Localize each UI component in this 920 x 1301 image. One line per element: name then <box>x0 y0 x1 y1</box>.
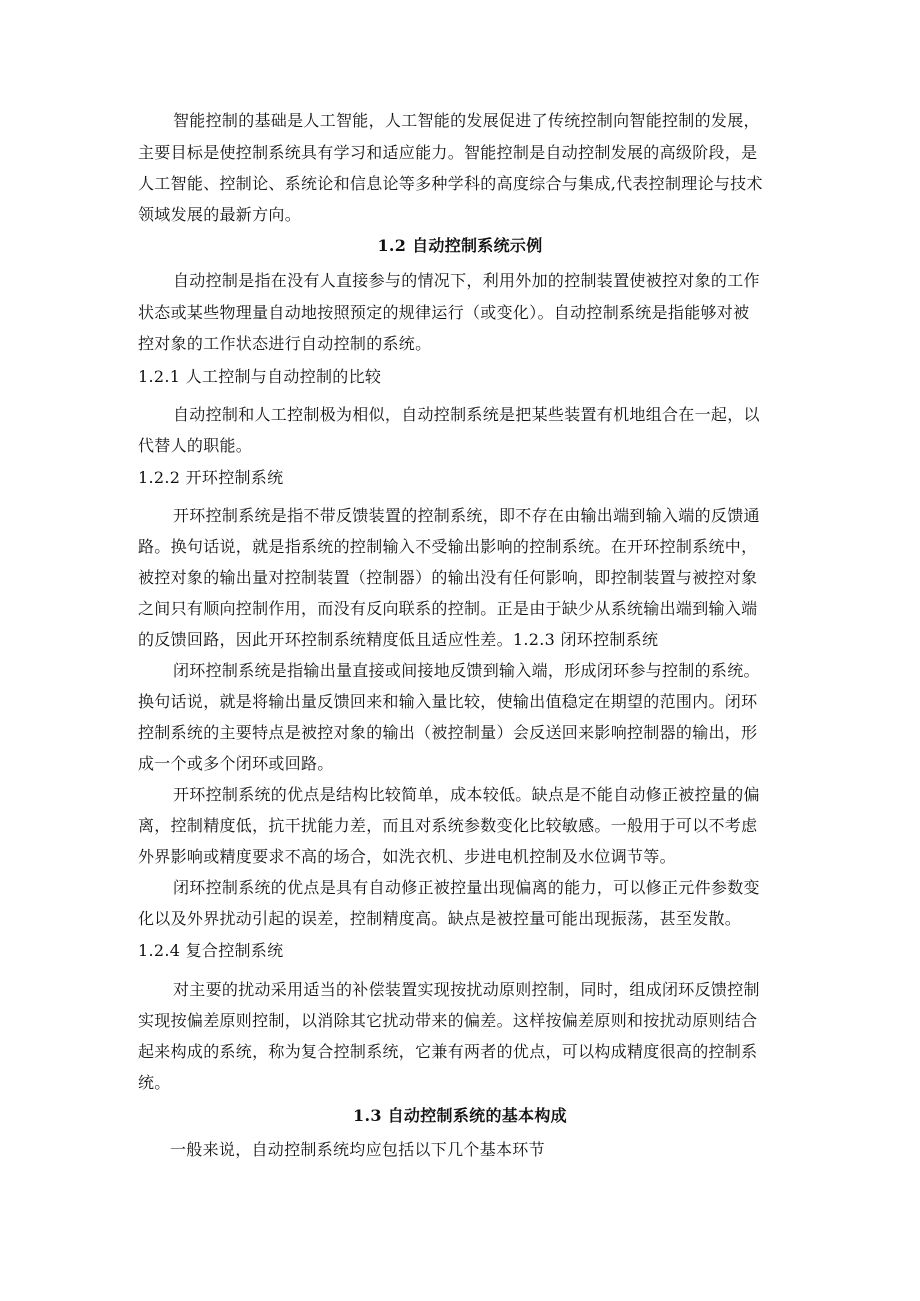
paragraph-line: 的反馈回路，因此开环控制系统精度低且适应性差。1.2.3 闭环控制系统 <box>138 630 659 649</box>
paragraph-line: 成一个或多个闭环或回路。 <box>138 754 334 773</box>
paragraph-line: 开环控制系统的优点是结构比较简单，成本较低。缺点是不能自动修正被控量的偏 <box>173 785 760 804</box>
paragraph-line: 控制系统的主要特点是被控对象的输出（被控制量）会反送回来影响控制器的输出，形 <box>138 723 758 742</box>
paragraph-line: 之间只有顺向控制作用，而没有反向联系的控制。正是由于缺少从系统输出端到输入端 <box>138 599 758 618</box>
paragraph-line: 换句话说，就是将输出量反馈回来和输入量比较，使输出值稳定在期望的范围内。闭环 <box>138 692 758 711</box>
paragraph-line: 代替人的职能。 <box>138 436 253 455</box>
paragraph-line: 实现按偏差原则控制，以消除其它扰动带来的偏差。这样按偏差原则和按扰动原则结合 <box>138 1011 758 1030</box>
subsection-heading-1-2-4: 1.2.4 复合控制系统 <box>138 941 284 960</box>
subsection-heading-1-2-2: 1.2.2 开环控制系统 <box>138 468 284 487</box>
paragraph-line: 领域发展的最新方向。 <box>138 205 302 224</box>
section-heading-1-2: 1.2 自动控制系统示例 <box>377 236 543 255</box>
section-heading-1-3: 1.3 自动控制系统的基本构成 <box>353 1106 567 1125</box>
paragraph-line: 智能控制的基础是人工智能，人工智能的发展促进了传统控制向智能控制的发展， <box>173 111 760 130</box>
paragraph-line: 被控对象的输出量对控制装置（控制器）的输出没有任何影响，即控制装置与被控对象 <box>138 568 758 587</box>
paragraph-line: 人工智能、控制论、系统论和信息论等多种学科的高度综合与集成,代表控制理论与技术 <box>138 174 763 193</box>
paragraph-line: 自动控制和人工控制极为相似，自动控制系统是把某些装置有机地组合在一起，以 <box>173 405 760 424</box>
paragraph-line: 统。 <box>138 1073 171 1092</box>
paragraph-line: 开环控制系统是指不带反馈装置的控制系统，即不存在由输出端到输入端的反馈通 <box>173 506 760 525</box>
subsection-heading-1-2-1: 1.2.1 人工控制与自动控制的比较 <box>138 367 382 386</box>
paragraph-line: 路。换句话说，就是指系统的控制输入不受输出影响的控制系统。在开环控制系统中， <box>138 537 758 556</box>
paragraph-line: 对主要的扰动采用适当的补偿装置实现按扰动原则控制，同时，组成闭环反馈控制 <box>173 980 760 999</box>
paragraph-line: 自动控制是指在没有人直接参与的情况下，利用外加的控制装置使被控对象的工作 <box>173 271 760 290</box>
paragraph-line: 状态或某些物理量自动地按照预定的规律运行（或变化）。自动控制系统是指能够对被 <box>138 303 750 322</box>
paragraph-line: 一般来说，自动控制系统均应包括以下几个基本环节 <box>170 1140 545 1159</box>
paragraph-line: 闭环控制系统是指输出量直接或间接地反馈到输入端，形成闭环参与控制的系统。 <box>173 661 760 680</box>
paragraph-line: 闭环控制系统的优点是具有自动修正被控量出现偏离的能力，可以修正元件参数变 <box>173 878 760 897</box>
paragraph-line: 离，控制精度低，抗干扰能力差，而且对系统参数变化比较敏感。一般用于可以不考虑 <box>138 816 758 835</box>
paragraph-line: 化以及外界扰动引起的误差，控制精度高。缺点是被控量可能出现振荡，甚至发散。 <box>138 909 742 928</box>
paragraph-line: 主要目标是使控制系统具有学习和适应能力。智能控制是自动控制发展的高级阶段，是 <box>138 143 758 162</box>
paragraph-line: 控对象的工作状态进行自动控制的系统。 <box>138 334 432 353</box>
paragraph-line: 起来构成的系统，称为复合控制系统，它兼有两者的优点，可以构成精度很高的控制系 <box>138 1042 758 1061</box>
paragraph-line: 外界影响或精度要求不高的场合，如洗衣机、步进电机控制及水位调节等。 <box>138 847 676 866</box>
